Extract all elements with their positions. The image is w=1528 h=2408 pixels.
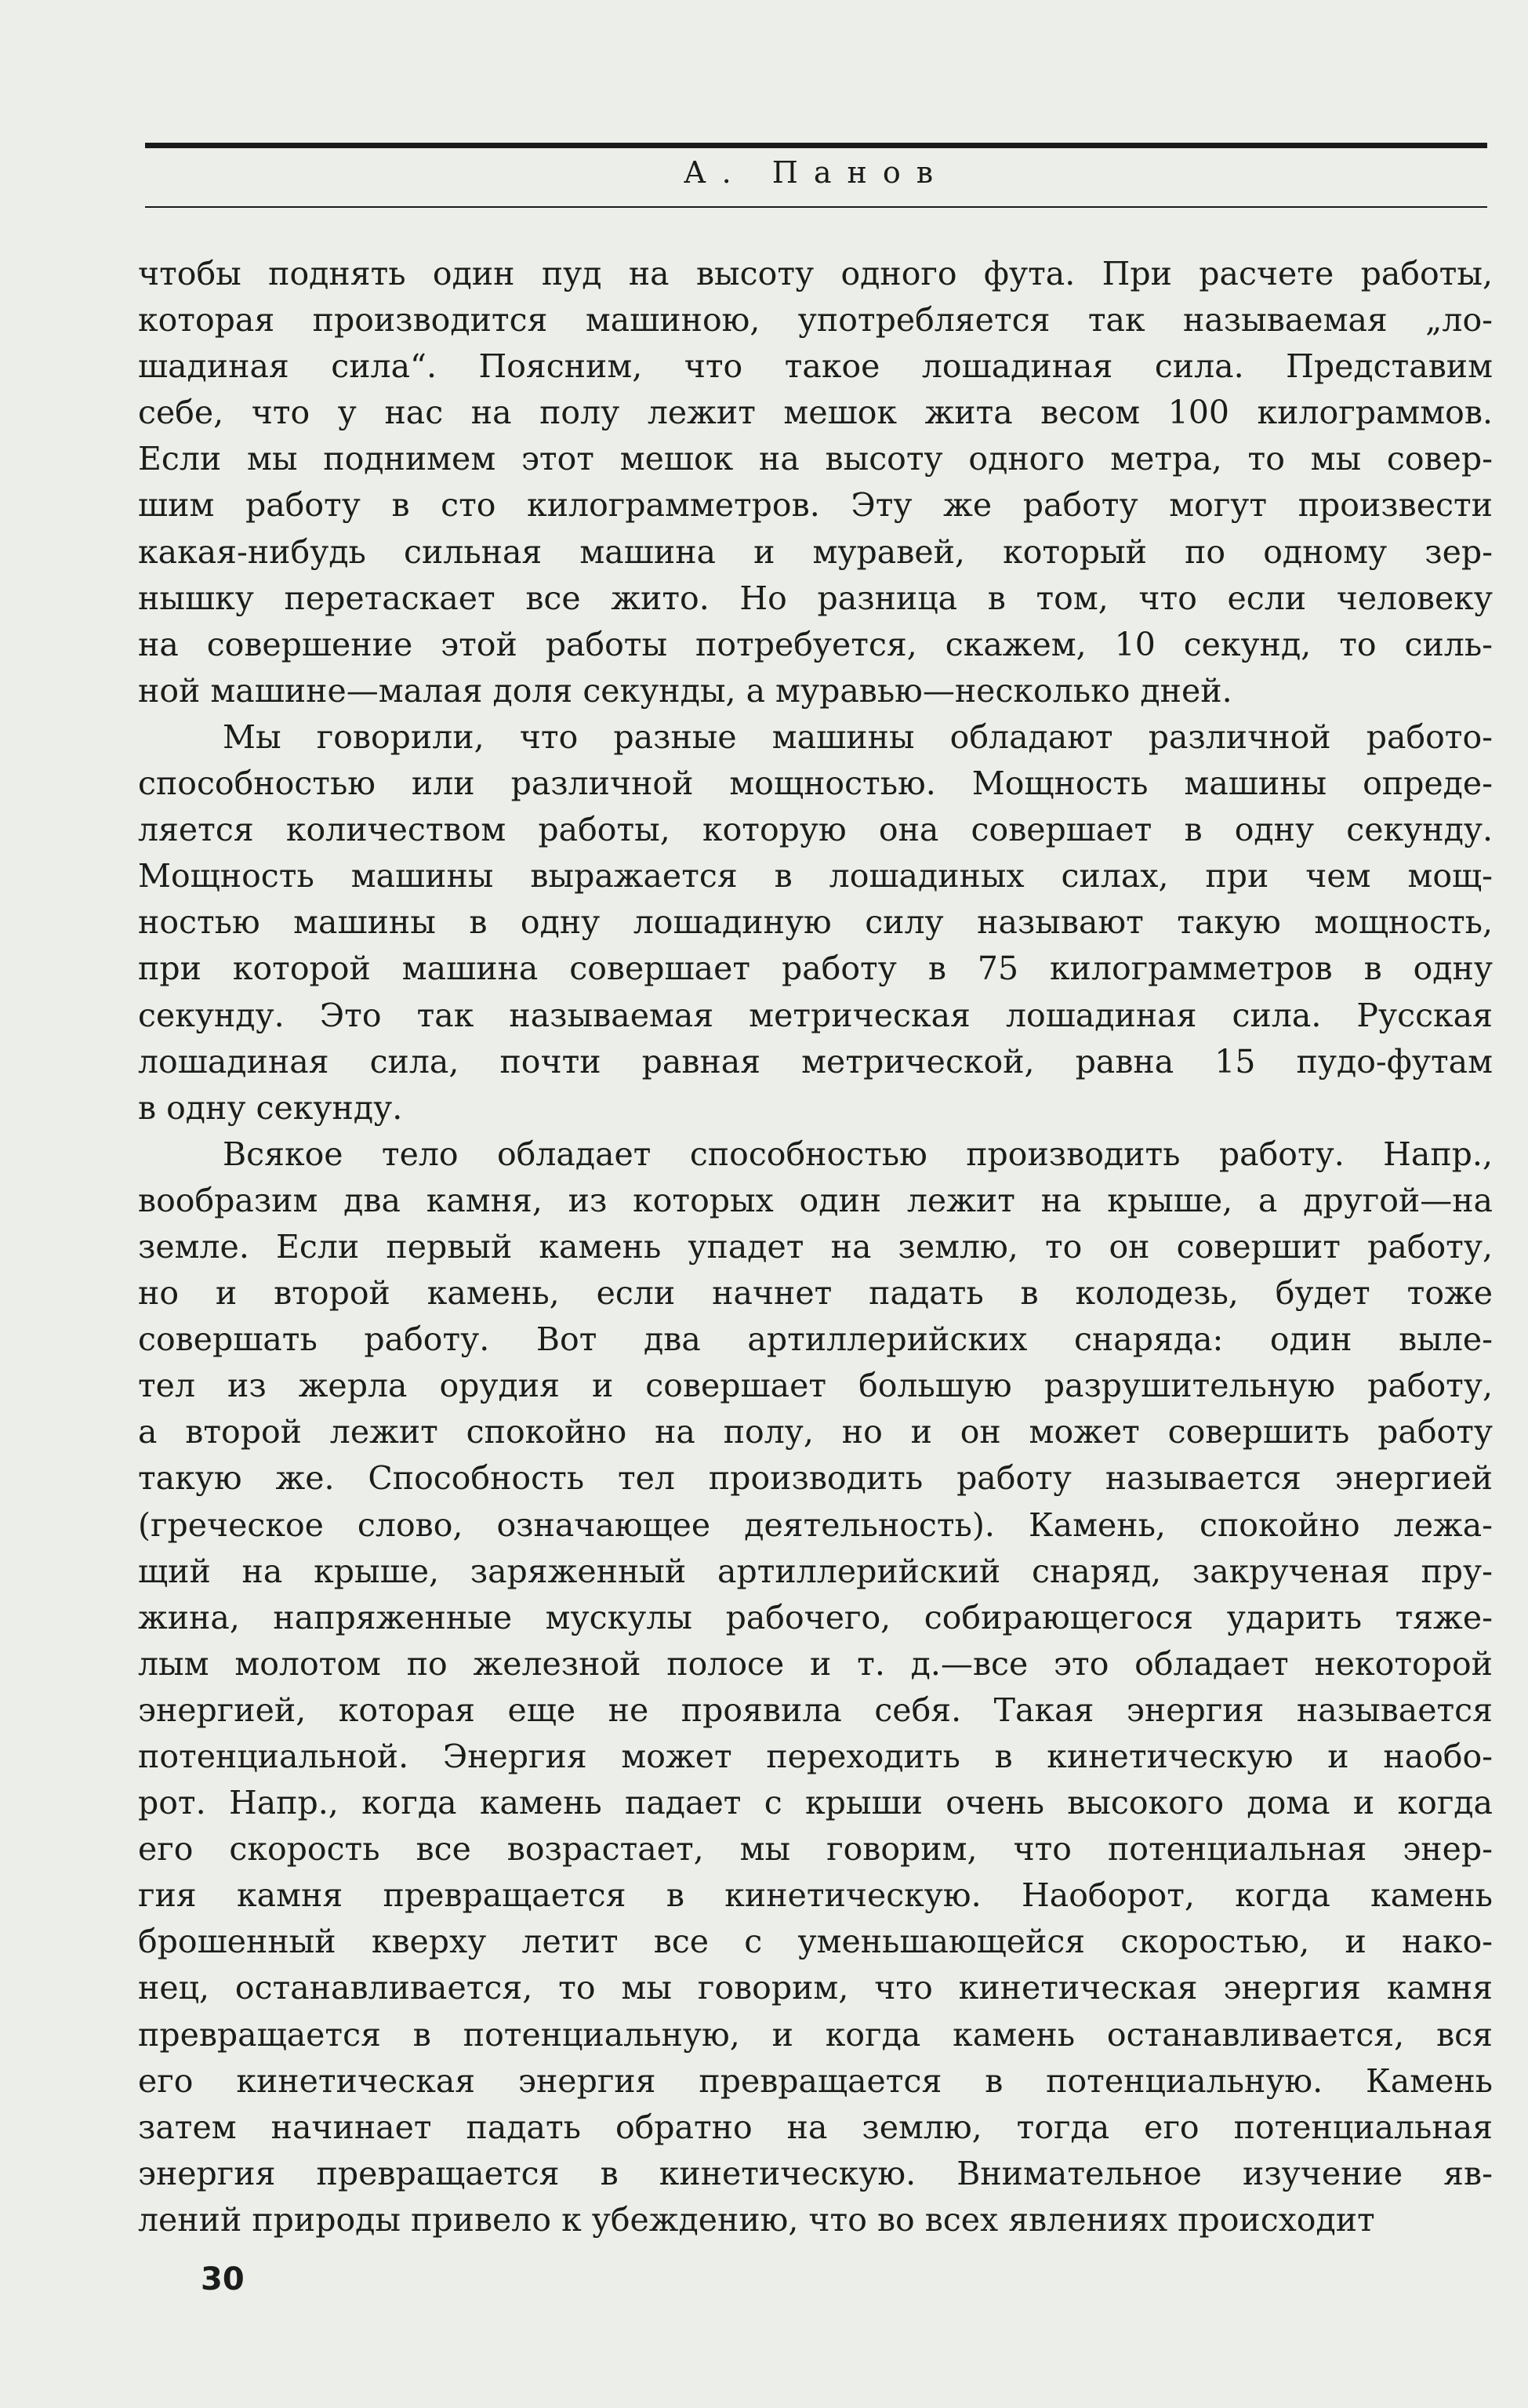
text-line: лым молотом по железной полосе и т. д.—все это обладает некоторой bbox=[138, 1644, 1493, 1683]
text-line: себе, что у нас на полу лежит мешок жита весом 100 килограммов. bbox=[138, 394, 1493, 432]
header-rule-top bbox=[145, 143, 1487, 148]
text-line: такую же. Способность тел производить работу называется энергией bbox=[138, 1459, 1493, 1498]
text-line: нец, останавливается, то мы говорим, что кинетическая энергия камня bbox=[138, 1969, 1493, 2007]
paragraph-2 bbox=[138, 714, 1493, 1131]
text-line: но и второй камень, если начнет падать в колодезь, будет тоже bbox=[138, 1274, 1493, 1313]
text-line: при которой машина совершает работу в 75 килограмметров в одну bbox=[138, 950, 1493, 988]
text-line: жина, напряженные мускулы рабочего, собирающегося ударить тяже- bbox=[138, 1598, 1493, 1636]
text-line: совершать работу. Вот два артиллерийских снаряда: один выле- bbox=[138, 1320, 1493, 1359]
page-number: 30 bbox=[201, 2261, 245, 2297]
body-text bbox=[138, 251, 1493, 2243]
text-line: на совершение этой работы потребуется, скажем, 10 секунд, то силь- bbox=[138, 625, 1493, 663]
text-line: его скорость все возрастает, мы говорим, что потенциальная энер- bbox=[138, 1830, 1493, 1869]
text-line: лений природы привело к убеждению, что во всех явлениях происходит bbox=[138, 2200, 1375, 2239]
text-line: лошадиная сила, почти равная метрической, равна 15 пудо-футам bbox=[138, 1042, 1493, 1081]
text-line: брошенный кверху летит все с уменьшающейся скоростью, и нако- bbox=[138, 1923, 1493, 1961]
text-line: Мощность машины выражается в лошадиных силах, при чем мощ- bbox=[138, 857, 1493, 895]
text-line: щий на крыше, заряженный артиллерийский снаряд, закрученая пру- bbox=[138, 1552, 1493, 1590]
text-line: энергия превращается в кинетическую. Внимательное изучение яв- bbox=[138, 2154, 1493, 2192]
text-line: в одну секунду. bbox=[138, 1088, 403, 1127]
text-line: ностью машины в одну лошадиную силу называют такую мощность, bbox=[138, 903, 1493, 942]
text-line: ляется количеством работы, которую она совершает в одну секунду. bbox=[138, 811, 1493, 849]
text-line: превращается в потенциальную, и когда камень останавливается, вся bbox=[138, 2015, 1493, 2054]
text-line: затем начинает падать обратно на землю, тогда его потенциальная bbox=[138, 2108, 1493, 2146]
text-line: Мы говорили, что разные машины обладают различной работо- bbox=[223, 717, 1493, 756]
text-line: способностью или различной мощностью. Мощность машины опреде- bbox=[138, 765, 1493, 803]
text-line: Всякое тело обладает способностью производить работу. Напр., bbox=[223, 1135, 1493, 1173]
text-line: земле. Если первый камень упадет на землю, то он совершит работу, bbox=[138, 1227, 1493, 1266]
text-line: секунду. Это так называемая метрическая лошадиная сила. Русская bbox=[138, 996, 1493, 1034]
header-rule-bottom bbox=[145, 206, 1487, 208]
text-line: тел из жерла орудия и совершает большую разрушительную работу, bbox=[138, 1367, 1493, 1405]
text-line: гия камня превращается в кинетическую. Наоборот, когда камень bbox=[138, 1876, 1493, 1915]
text-line: энергией, которая еще не проявила себя. Такая энергия называется bbox=[138, 1691, 1493, 1729]
text-line: чтобы поднять один пуд на высоту одного фута. При расчете работы, bbox=[138, 255, 1493, 292]
running-header-author: А. Панов bbox=[683, 155, 949, 190]
text-line: шадиная сила“. Поясним, что такое лошадиная сила. Представим bbox=[138, 347, 1493, 386]
text-line: потенциальной. Энергия может переходить в кинетическую и наобо- bbox=[138, 1738, 1493, 1775]
text-line: которая производится машиною, употребляется так называемая „ло- bbox=[138, 301, 1493, 340]
text-line: ной машине—малая доля секунды, а муравью—несколько дней. bbox=[138, 671, 1232, 710]
paragraph-3 bbox=[138, 1131, 1493, 2243]
text-line: нышку перетаскает все жито. Но разница в том, что если человеку bbox=[138, 579, 1493, 617]
text-line: вообразим два камня, из которых один лежит на крыше, а другой—на bbox=[138, 1181, 1493, 1219]
paragraph-1 bbox=[138, 251, 1493, 714]
text-line: (греческое слово, означающее деятельность). Камень, спокойно лежа- bbox=[138, 1505, 1493, 1544]
text-line: его кинетическая энергия превращается в потенциальную. Камень bbox=[138, 2061, 1493, 2100]
text-line: рот. Напр., когда камень падает с крыши очень высокого дома и когда bbox=[138, 1784, 1493, 1822]
text-line: а второй лежит спокойно на полу, но и он может совершить работу bbox=[138, 1413, 1493, 1451]
text-line: шим работу в сто килограмметров. Эту же работу могут произвести bbox=[138, 486, 1493, 525]
text-line: какая-нибудь сильная машина и муравей, который по одному зер- bbox=[138, 532, 1493, 571]
text-line: Если мы поднимем этот мешок на высоту одного метра, то мы совер- bbox=[138, 440, 1493, 478]
